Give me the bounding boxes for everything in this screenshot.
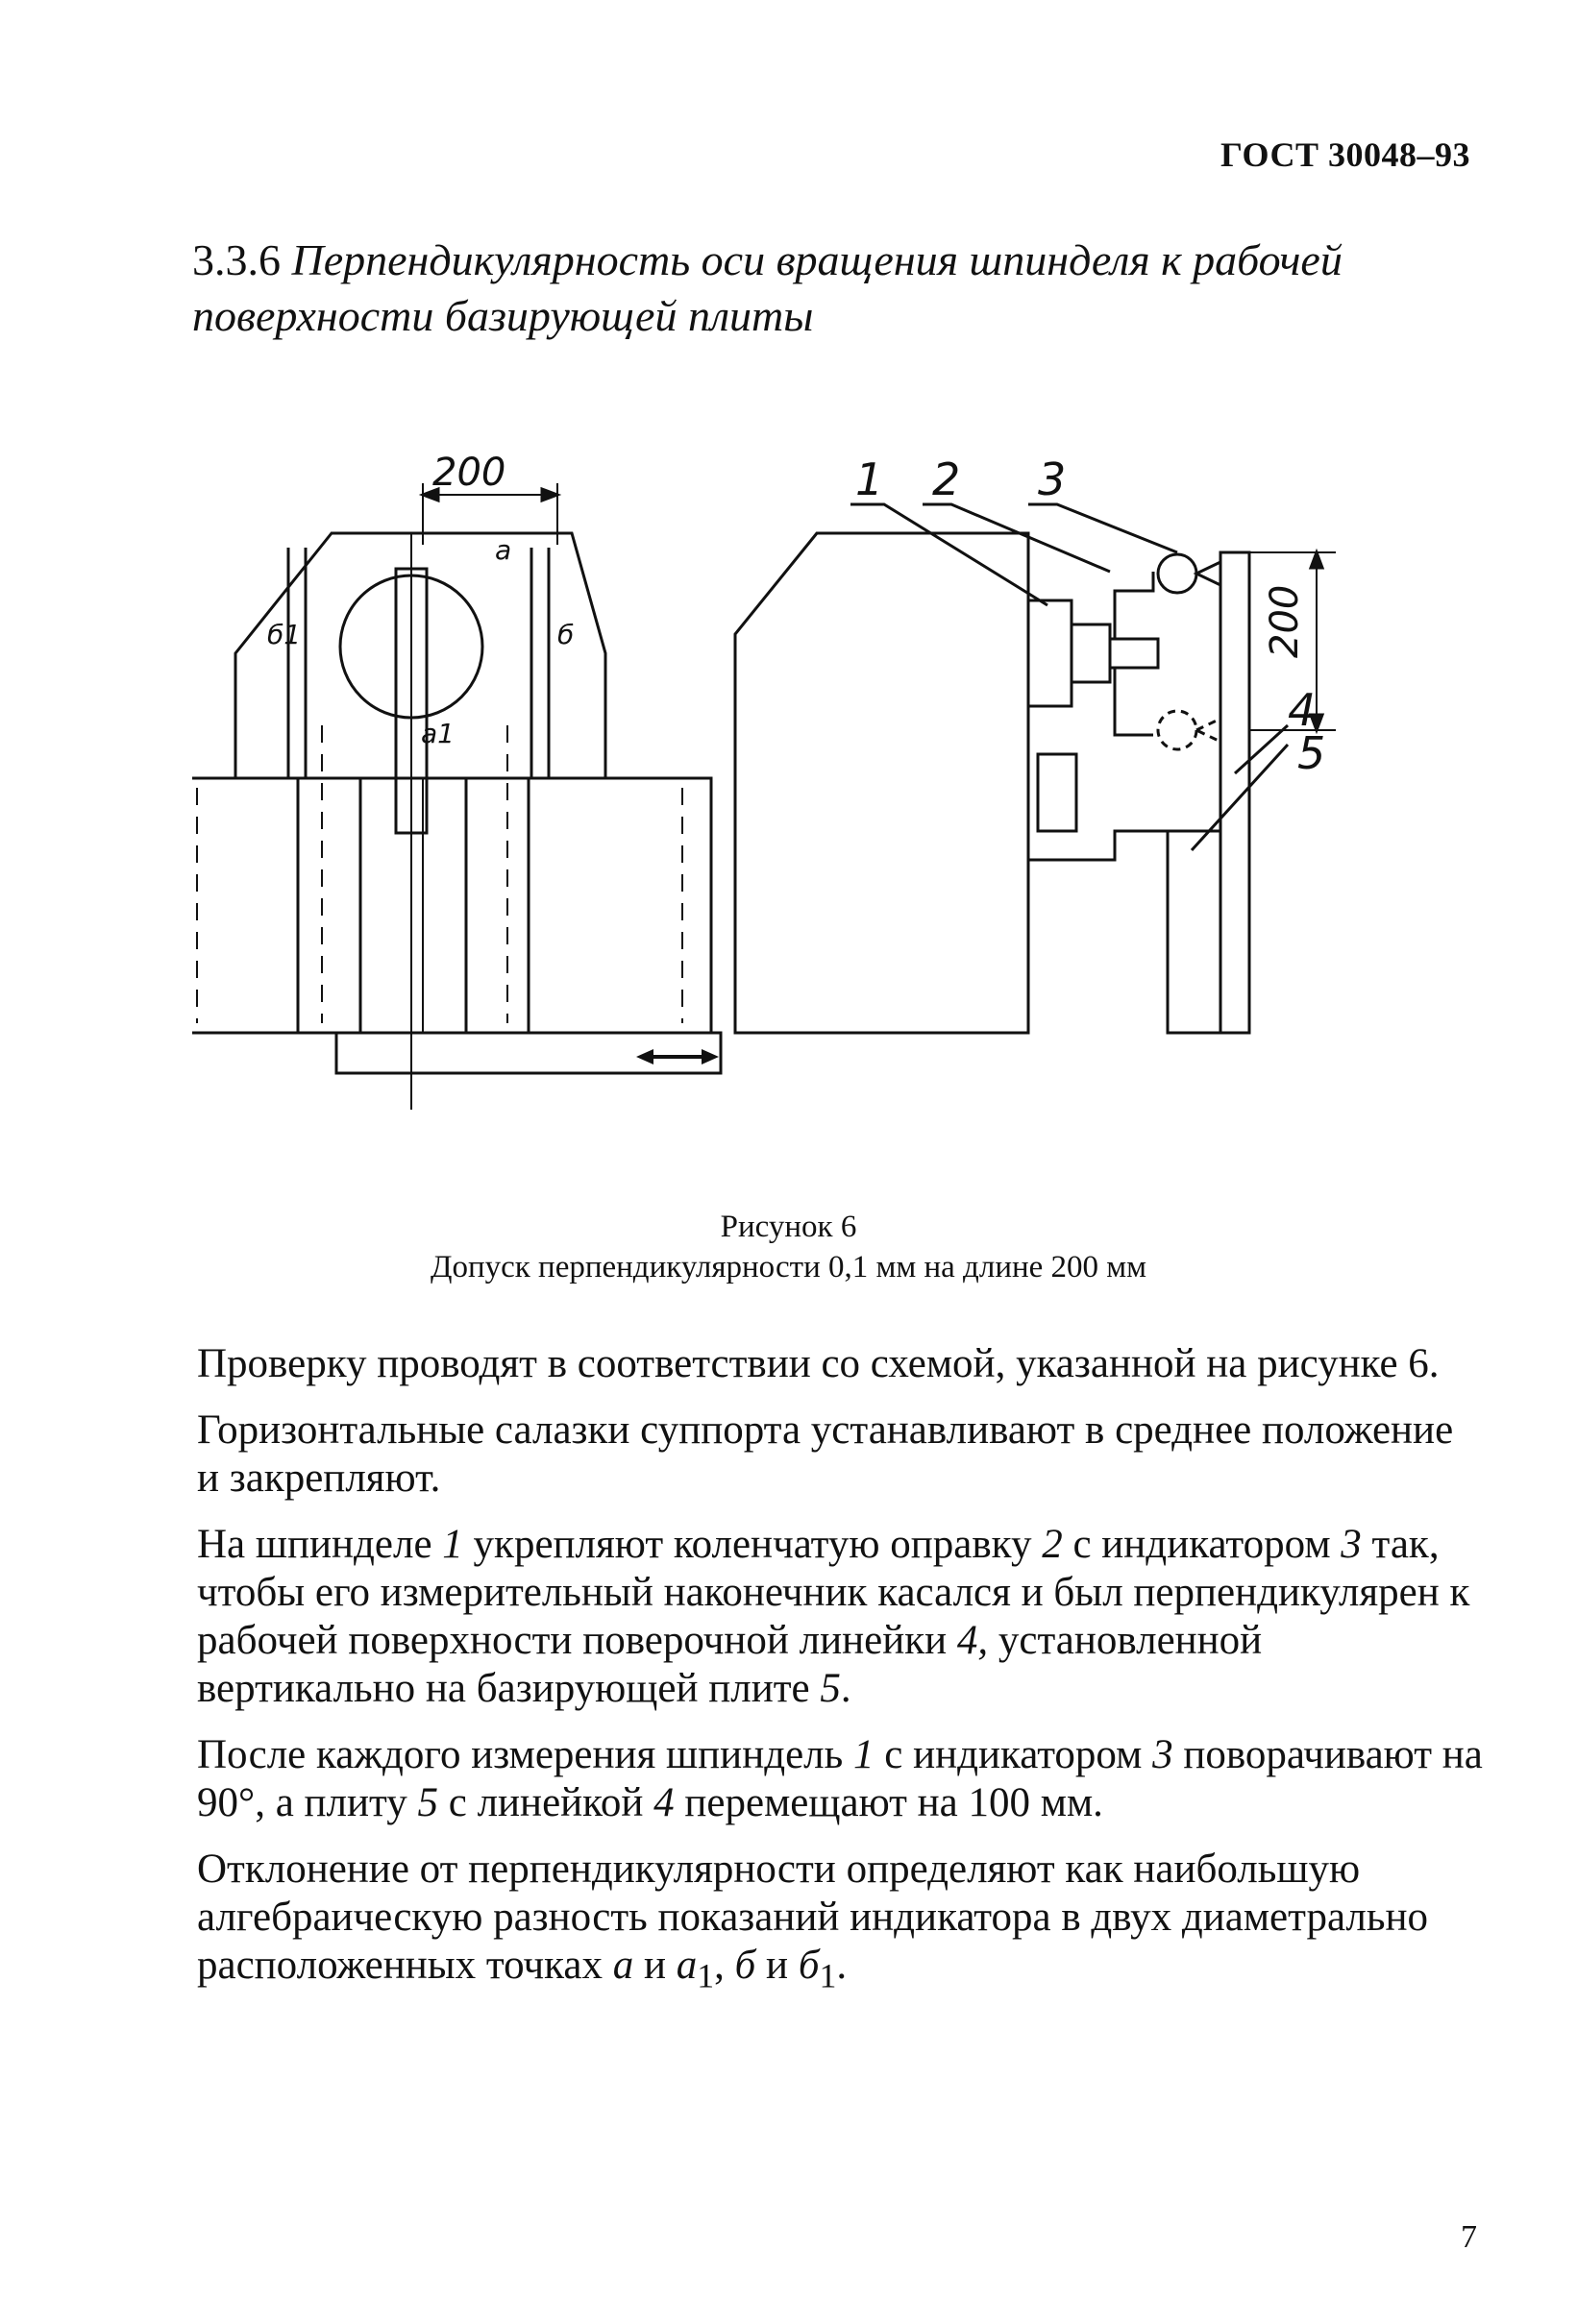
body-text — [197, 1340, 1485, 2018]
section-number: 3.3.6 — [192, 235, 281, 284]
paragraph-3: На шпинделе 1 укрепляют коленчатую оправку 2 с индикатором 3 так, чтобы его измерительный наконечник касался и был перпендикулярен к рабочей поверхности поверочной линейки 4, установленной вертикально на базирующей плите 5. — [197, 1522, 1470, 1711]
document-code-header: ГОСТ 30048–93 — [1220, 135, 1470, 174]
paragraph-5: Отклонение от перпендикулярности определяют как наибольшую алгебраическую разность показаний индикатора в двух диаметрально расположенных точках a и $a_1$, б и $б_1$. — [197, 1847, 1428, 1995]
callout-3: 3 — [1038, 453, 1067, 505]
callout-1: 1 — [855, 453, 884, 505]
left-dimension-label: 200 — [432, 451, 506, 495]
section-heading — [192, 232, 1480, 344]
right-dimension-label: 200 — [1263, 584, 1307, 658]
carriage — [336, 1033, 721, 1073]
section-title: Перпендикулярность оси вращения шпинделя к рабочей поверхности базирующей плиты — [192, 235, 1343, 340]
paragraph-4: После каждого измерения шпиндель 1 с индикатором 3 поворачивают на 90°, а плиту 5 с линейкой 4 перемещают на 100 мм. — [197, 1732, 1483, 1825]
page-number: 7 — [1461, 2219, 1477, 2255]
mandrel — [1110, 639, 1158, 668]
paragraph-2: Горизонтальные салазки суппорта устанавливают в среднее положение и закрепляют. — [197, 1407, 1454, 1501]
point-label-b1: б1 — [267, 619, 302, 650]
indicator-upper — [1158, 554, 1196, 593]
bed-block — [192, 778, 711, 1033]
paragraph-1: Проверку проводят в соответствии со схемой, указанной на рисунке 6. — [197, 1341, 1440, 1386]
callout-2: 2 — [932, 453, 961, 505]
cranked-mandrel — [1115, 572, 1153, 639]
point-label-b: б — [557, 619, 575, 650]
spindle-flange — [1028, 600, 1072, 706]
callout-4: 4 — [1288, 684, 1317, 736]
point-label-a: a — [495, 534, 512, 566]
base-plate — [1168, 831, 1220, 1033]
right-view — [735, 504, 1336, 1033]
movement-arrow-icon — [636, 1049, 719, 1064]
left-view — [192, 483, 721, 1110]
figure-caption-title: Рисунок 6 — [720, 1210, 857, 1244]
figure-caption-tolerance: Допуск перпендикулярности 0,1 мм на длине 200 мм — [430, 1250, 1147, 1284]
headstock-body — [735, 533, 1028, 1033]
indicator-lower — [1158, 711, 1196, 749]
figure-caption — [0, 1207, 1577, 1287]
figure-6-diagram — [192, 437, 1441, 1110]
callout-5: 5 — [1297, 727, 1326, 779]
point-label-a1: a1 — [421, 718, 455, 749]
